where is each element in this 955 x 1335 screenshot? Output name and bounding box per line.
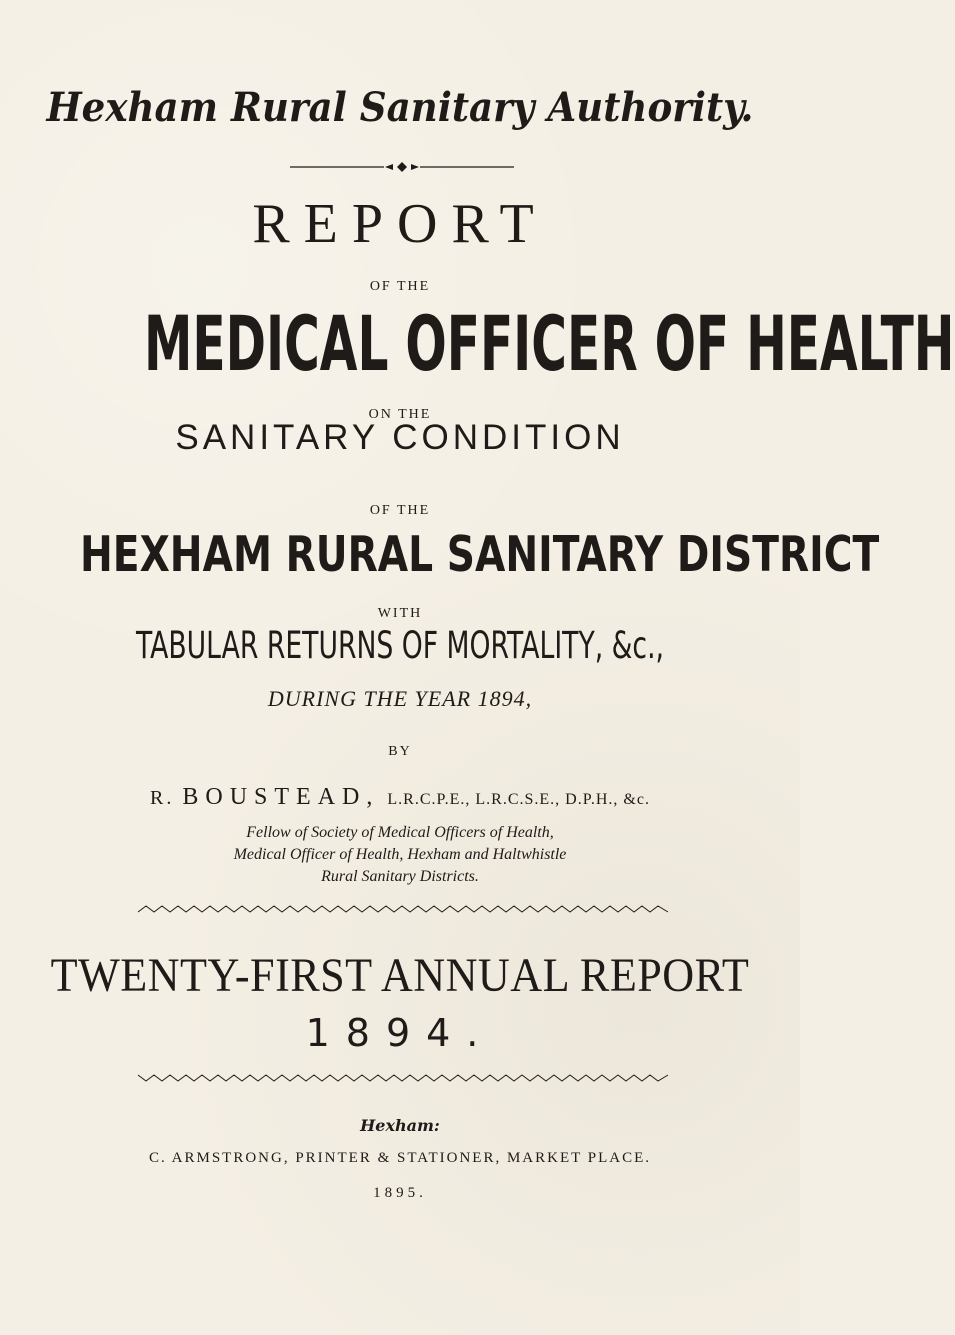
ornamental-rule bbox=[290, 161, 514, 173]
of-the-label-2: OF THE bbox=[369, 503, 431, 518]
zigzag-divider-top bbox=[138, 904, 668, 914]
report-title: REPORT bbox=[252, 193, 548, 255]
publication-place: Hexham: bbox=[360, 1116, 440, 1135]
credentials-line-1: Fellow of Society of Medical Officers of Health, bbox=[246, 824, 554, 841]
tabular-returns-heading: TABULAR RETURNS OF MORTALITY, &c., bbox=[135, 624, 665, 667]
of-the-label-1: OF THE bbox=[369, 279, 431, 294]
credentials-line-2: Medical Officer of Health, Hexham and Haltwhistle bbox=[233, 846, 567, 863]
on-the-label: ON THE bbox=[368, 407, 432, 422]
zigzag-divider-bottom bbox=[138, 1073, 668, 1083]
author-initial: R. bbox=[150, 787, 175, 809]
author-surname: BOUSTEAD, bbox=[182, 784, 380, 810]
with-label: WITH bbox=[377, 606, 423, 621]
publication-year: 1895. bbox=[373, 1185, 427, 1201]
medical-officer-heading: MEDICAL OFFICER OF HEALTH bbox=[144, 299, 955, 388]
district-heading: HEXHAM RURAL SANITARY DISTRICT bbox=[80, 526, 880, 583]
report-year: 1894. bbox=[305, 1011, 495, 1055]
by-label: BY bbox=[388, 744, 412, 759]
sanitary-condition-heading: SANITARY CONDITION bbox=[175, 418, 625, 457]
author-credentials bbox=[0, 822, 800, 888]
annual-report-heading: TWENTY-FIRST ANNUAL REPORT bbox=[50, 949, 750, 1002]
author-qualifications: L.R.C.P.E., L.R.C.S.E., D.P.H., &c. bbox=[387, 791, 650, 808]
credentials-line-3: Rural Sanitary Districts. bbox=[321, 868, 479, 885]
during-year-line: DURING THE YEAR 1894, bbox=[267, 686, 533, 711]
author-line bbox=[0, 784, 800, 811]
printer-line: C. ARMSTRONG, PRINTER & STATIONER, MARKET PLACE. bbox=[148, 1150, 652, 1166]
authority-heading: Hexham Rural Sanitary Authority. bbox=[46, 84, 754, 131]
